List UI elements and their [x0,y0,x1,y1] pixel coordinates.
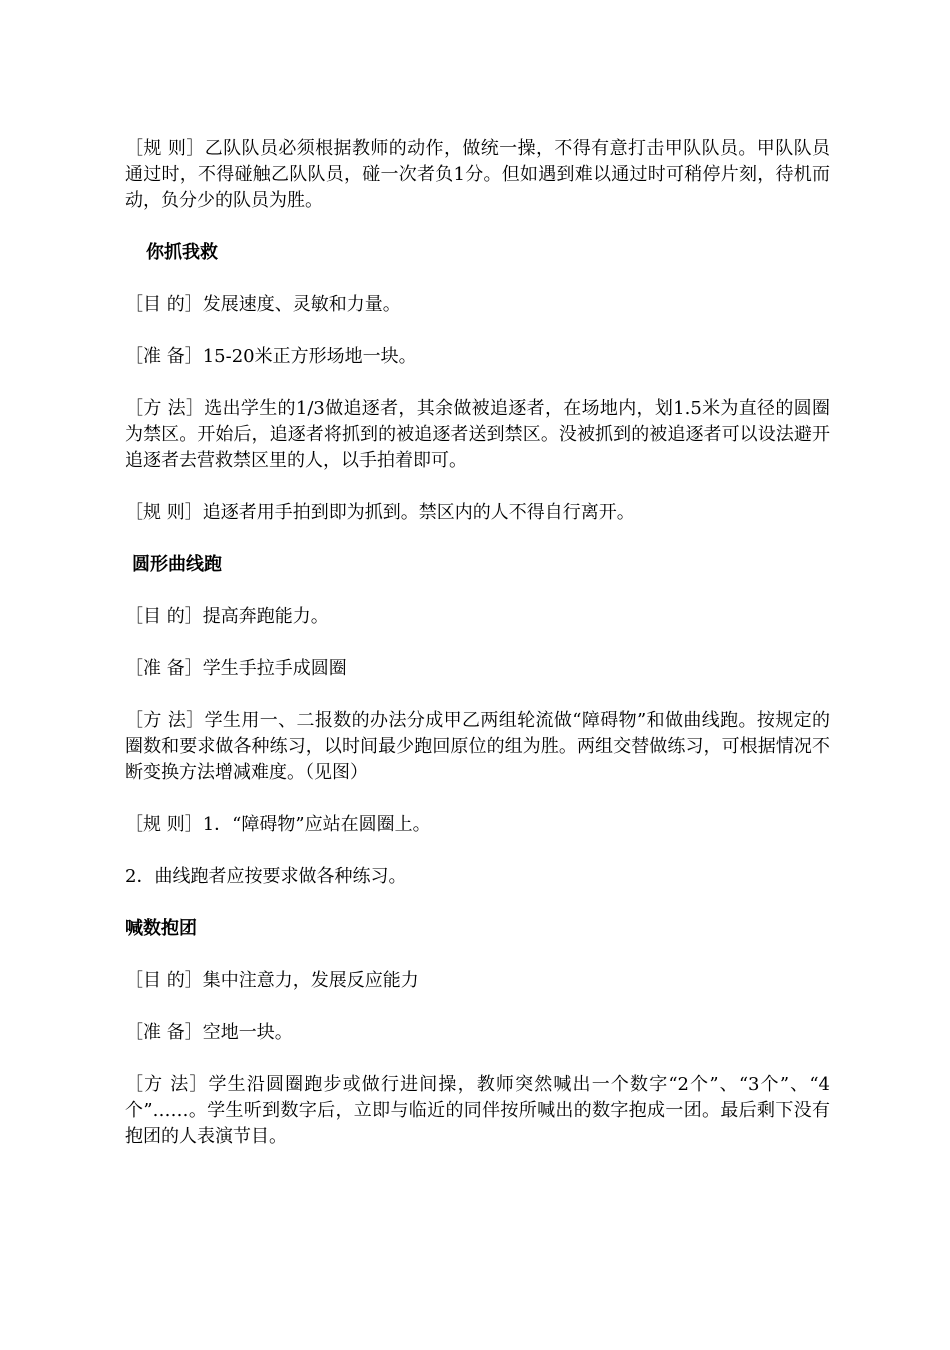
rules-paragraph: ［规 则］1．“障碍物”应站在圆圈上。 [125,814,431,835]
preparation-paragraph: ［准 备］15-20米正方形场地一块。 [125,346,417,367]
purpose-paragraph: ［目 的］提高奔跑能力。 [125,606,329,627]
purpose-paragraph: ［目 的］集中注意力，发展反应能力 [125,970,419,991]
preparation-paragraph: ［准 备］空地一块。 [125,1022,293,1043]
purpose-paragraph: ［目 的］发展速度、灵敏和力量。 [125,294,401,315]
rules-paragraph: ［规 则］追逐者用手拍到即为抓到。禁区内的人不得自行离开。 [125,502,635,523]
rules-paragraph-item-2: 2．曲线跑者应按要求做各种练习。 [125,866,407,887]
rules-paragraph: ［规 则］乙队队员必须根据教师的动作，做统一操，不得有意打击甲队队员。甲队队员通过时，不得碰触乙队队员，碰一次者负1分。但如遇到难以通过时可稍停片刻，待机而动，负分少的队员为胜。 [125,138,830,211]
method-paragraph: ［方 法］选出学生的1/3做追逐者，其余做被追逐者，在场地内，划1.5米为直径的圆圈为禁区。开始后，追逐者将抓到的被追逐者送到禁区。没被抓到的被追逐者可以设法避开追逐者去营救禁区里的人，以手拍着即可。 [125,398,830,471]
method-paragraph: ［方 法］学生用一、二报数的办法分成甲乙两组轮流做“障碍物”和做曲线跑。按规定的圈数和要求做各种练习，以时间最少跑回原位的组为胜。两组交替做练习，可根据情况不断变换方法增减难度。（见图） [125,710,830,783]
section-title-catch-rescue: 你抓我救 [146,242,218,263]
method-paragraph: ［方 法］学生沿圆圈跑步或做行进间操，教师突然喊出一个数字“2个”、“3个”、“4个”……。学生听到数字后，立即与临近的同伴按所喊出的数字抱成一团。最后剩下没有抱团的人表演节目。 [125,1074,830,1147]
document-page [125,136,830,1176]
section-title-circle-curve-run: 圆形曲线跑 [132,554,222,575]
preparation-paragraph: ［准 备］学生手拉手成圆圈 [125,658,347,679]
section-title-call-number-hug: 喊数抱团 [125,918,197,939]
